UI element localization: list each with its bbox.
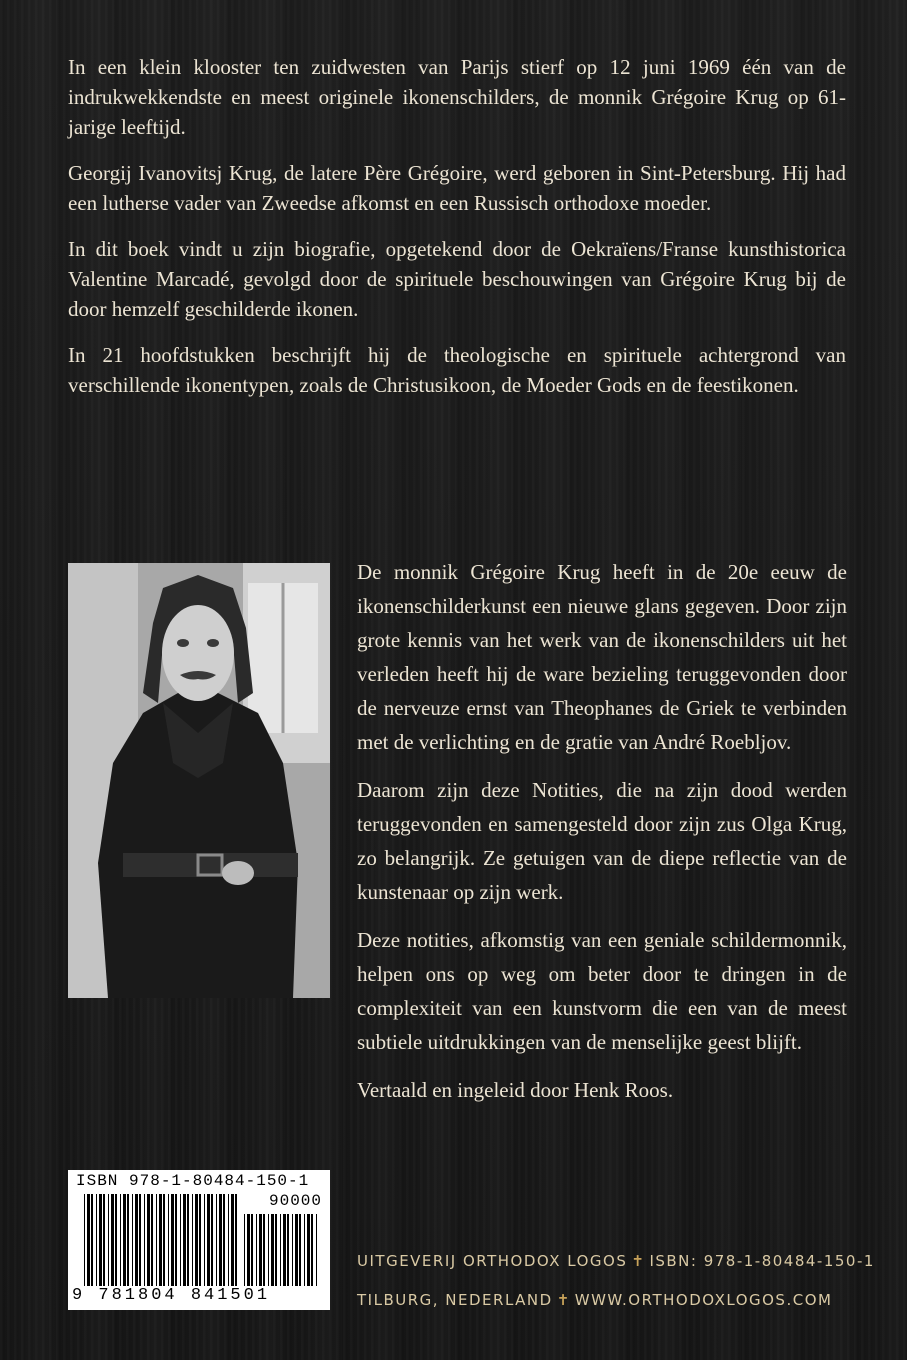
description-paragraph: Daarom zijn deze Notities, die na zijn dood werden teruggevonden en samengesteld door zijn zus Olga Krug, zo belangrijk. Ze getuigen van de diepe reflectie van de kunstenaar op zijn werk. <box>357 778 847 904</box>
intro-paragraph: Georgij Ivanovitsj Krug, de latere Père Grégoire, werd geboren in Sint-Petersburg. Hij had een lutherse vader van Zweedse afkomst en een Russisch orthodoxe moeder. <box>68 161 846 215</box>
intro-paragraph: In 21 hoofdstukken beschrijft hij de theologische en spirituele achtergrond van verschillende ikonentypen, zoals de Christusikoon, de Moeder Gods en de feestikonen. <box>68 343 846 397</box>
description-text-block <box>357 555 847 1121</box>
addon-bars <box>244 1214 322 1286</box>
intro-paragraph: In een klein klooster ten zuidwesten van Parijs stierf op 12 juni 1969 één van de indrukwekkendste en meest originele ikonenschilders, de monnik Grégoire Krug op 61-jarige leeftijd. <box>68 55 846 139</box>
isbn-barcode <box>68 1170 330 1310</box>
translator-credit: Vertaald en ingeleid door Henk Roos. <box>357 1078 674 1102</box>
price-code: 90000 <box>268 1192 322 1210</box>
publisher-website: WWW.ORTHODOXLOGOS.COM <box>574 1291 833 1309</box>
isbn-label: ISBN 978-1-80484-150-1 <box>76 1172 310 1190</box>
publisher-line-2 <box>357 1291 847 1309</box>
ean-digits: 9 781804 841501 <box>72 1286 271 1305</box>
publisher-location: TILBURG, NEDERLAND <box>357 1291 553 1309</box>
publisher-line-1 <box>357 1252 875 1270</box>
ean-bars <box>84 1194 242 1286</box>
cross-icon: ✝ <box>556 1291 571 1309</box>
publisher-isbn: ISBN: 978-1-80484-150-1 <box>649 1252 875 1270</box>
intro-paragraph: In dit boek vindt u zijn biografie, opgetekend door de Oekraïens/Franse kunsthistorica Valentine Marcadé, gevolgd door de spirituele beschouwingen van Grégoire Krug bij de door hemzelf geschilderde ikonen. <box>68 237 846 321</box>
description-paragraph: Deze notities, afkomstig van een geniale schildermonnik, helpen ons op weg om beter door te dringen in de complexiteit van een kunstvorm die een van de meest subtiele uitdrukkingen van de menselijke geest blijft. <box>357 928 847 1054</box>
intro-text-block <box>68 52 846 416</box>
author-photo <box>68 563 330 998</box>
description-paragraph: De monnik Grégoire Krug heeft in de 20e eeuw de ikonenschilderkunst een nieuwe glans gegeven. Door zijn grote kennis van het werk van de ikonenschilders uit het verleden heeft hij de ware bezieling teruggevonden door de nerveuze ernst van Theophanes de Griek te verbinden met de verlichting en de gratie van André Roebljov. <box>357 560 847 754</box>
publisher-name: UITGEVERIJ ORTHODOX LOGOS <box>357 1252 628 1270</box>
cross-icon: ✝ <box>631 1252 646 1270</box>
